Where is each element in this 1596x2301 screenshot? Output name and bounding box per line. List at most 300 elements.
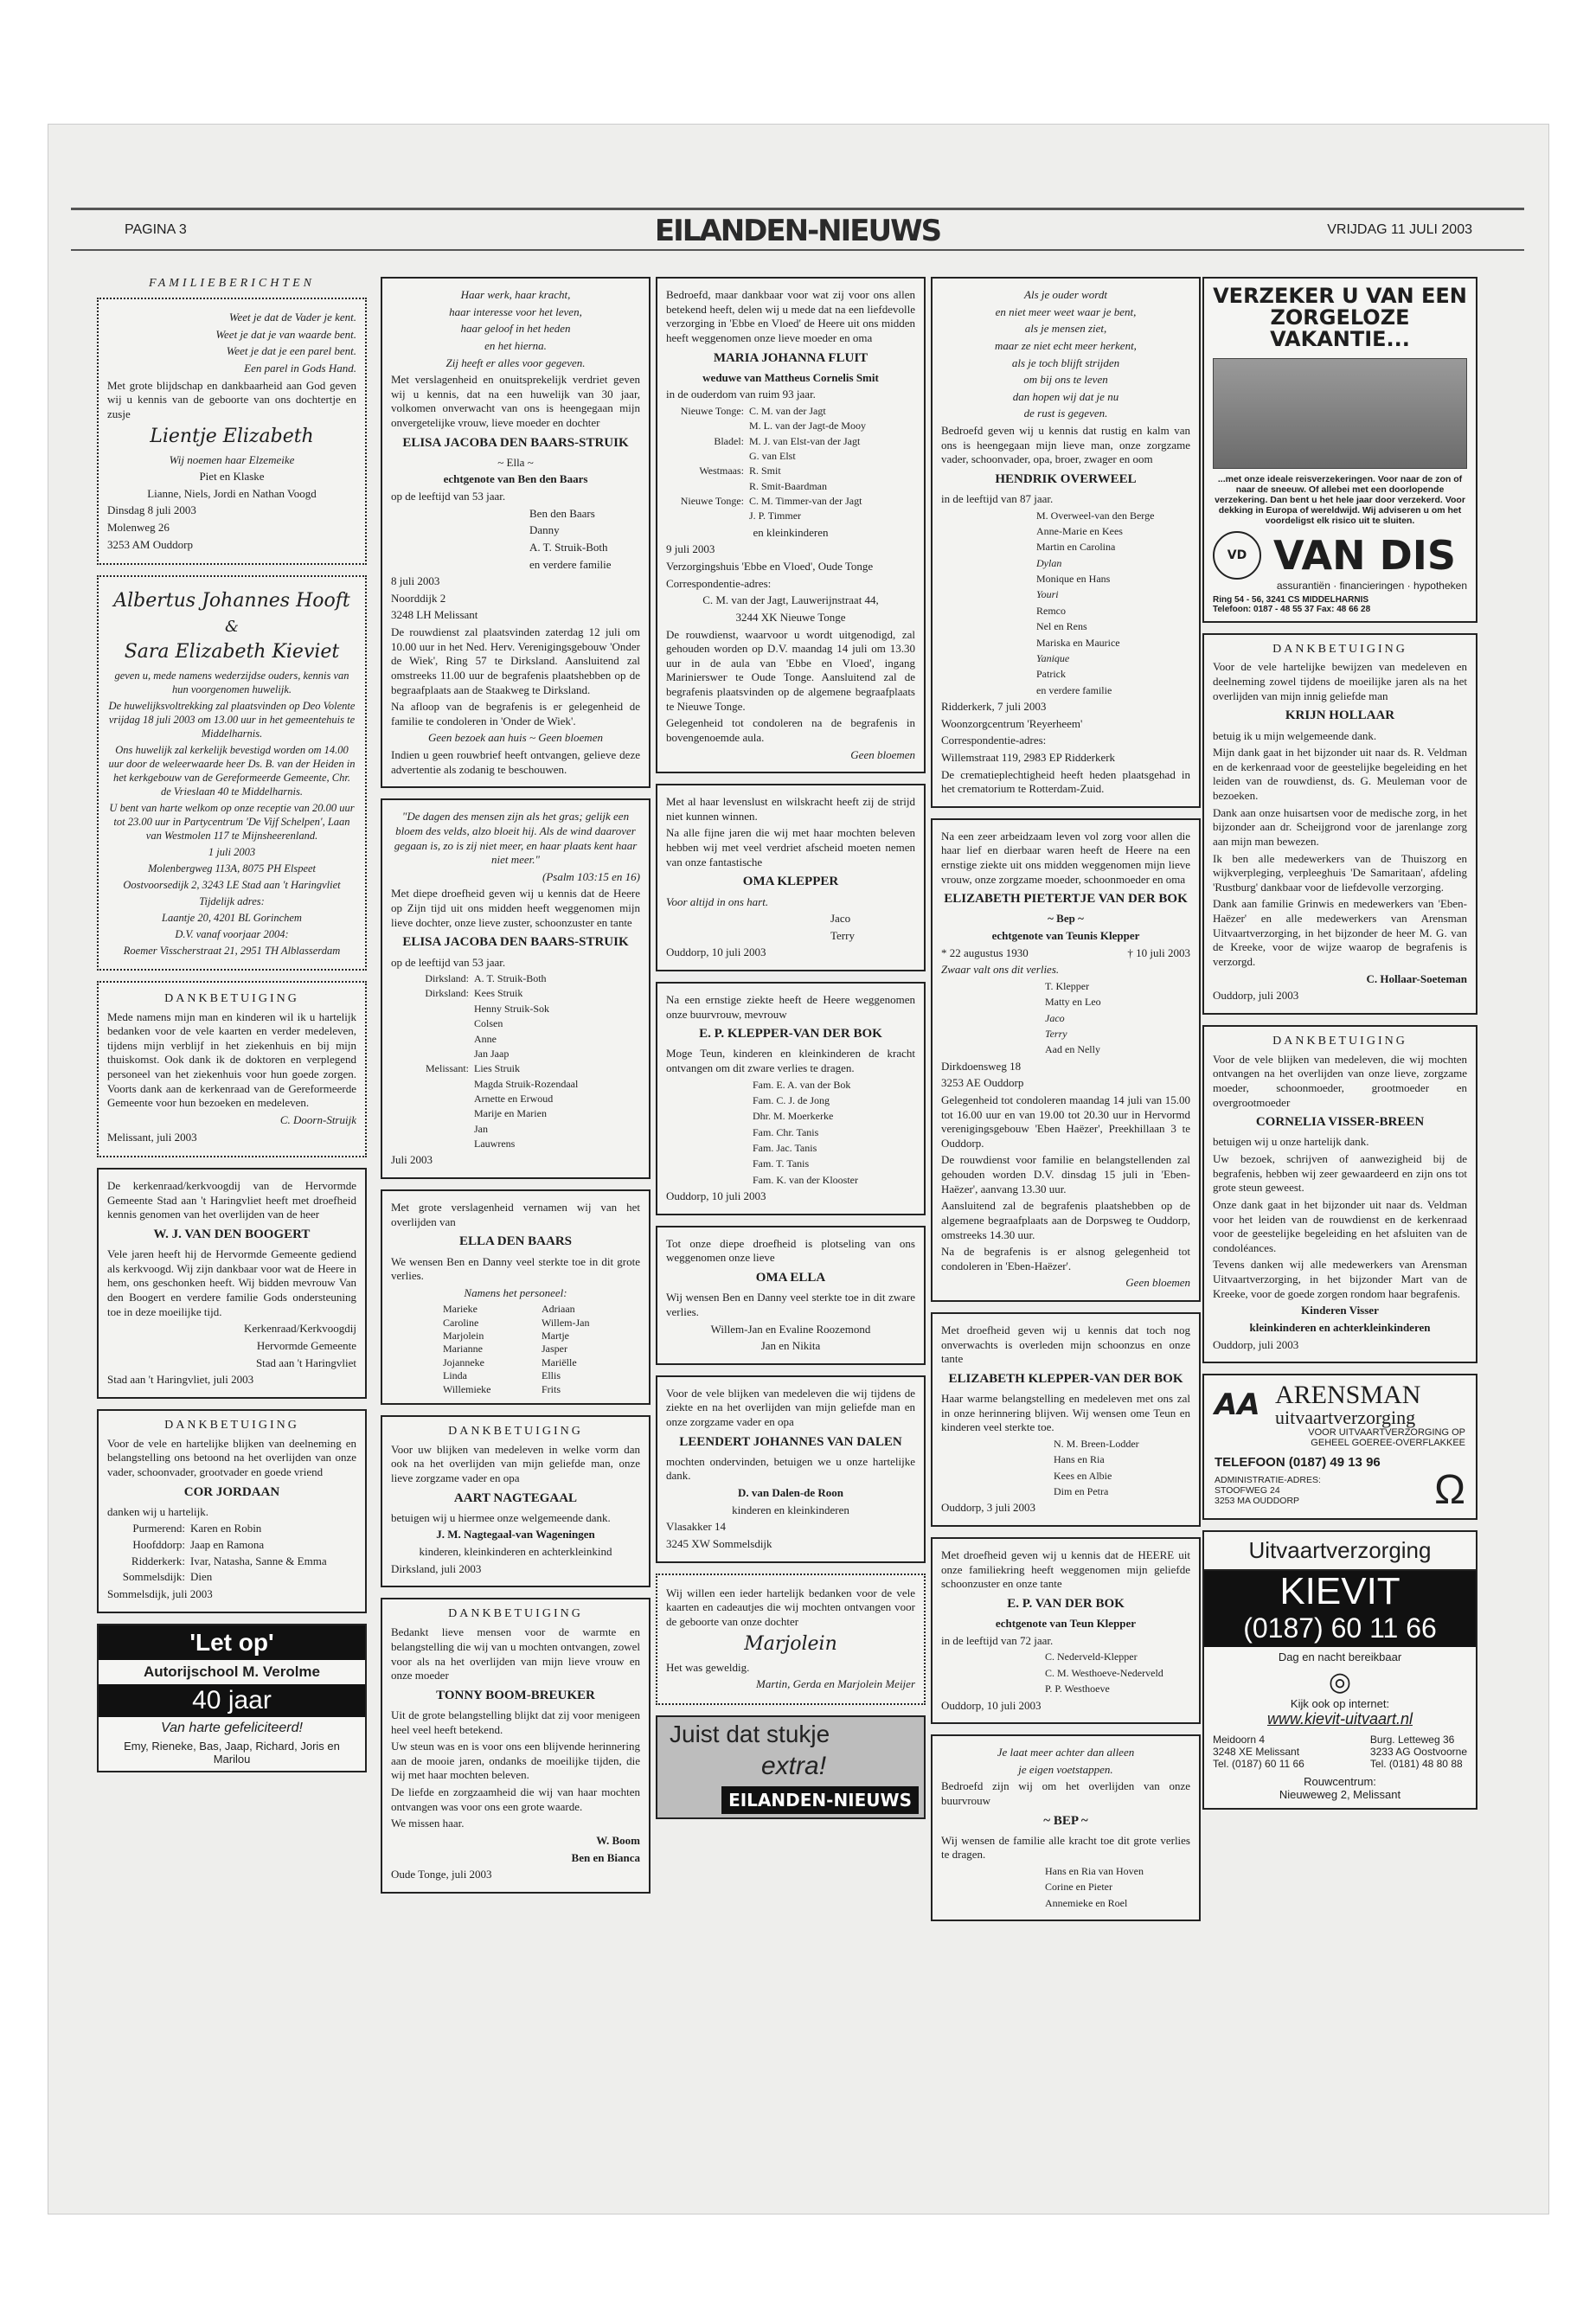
column-5 [1202, 277, 1477, 1820]
ad-logo: EILANDEN-NIEUWS [721, 1786, 919, 1814]
staff-name: Marjolein [443, 1330, 484, 1343]
notice: Geen bezoek aan huis ~ Geen bloemen [428, 731, 603, 745]
family: Dylan [1036, 556, 1062, 569]
place [391, 1123, 474, 1136]
family: Hans en Ria van Hoven [1045, 1865, 1144, 1878]
address: C. M. van der Jagt, Lauwerijnstraat 44, [702, 593, 879, 607]
intro: Na een zeer arbeidzaam leven vol zorg voor allen die haar lief en dierbaar waren heeft de Heere na een ernstige ziekte uit ons midden weggenomen mijn lieve vrouw, onze zorgzame moeder, schoonmoeder en oma [941, 829, 1190, 886]
body: Bedankt lieve mensen voor de warmte en belangstelling die wij van u mochten ontvangen, zowel voor als na het overlijden van mijn lieve vrouw en onze moeder [391, 1625, 640, 1682]
ad-address: 3253 MA OUDDORP [1215, 1496, 1300, 1507]
place [391, 1033, 474, 1046]
deceased-name: W. J. VAN DEN BOOGERT [153, 1227, 311, 1242]
thanks-hollaar [1202, 633, 1477, 1015]
intro: Bedroefd, maar dankbaar voor wat zij voor ons allen betekend heeft, delen wij u mede dat na een liefdevolle verzorging in 'Ebbe en Vloed' de Heere uit ons midden heeft weggenomen onze lieve moeder en oma [666, 288, 915, 344]
poem-line: Als je ouder wordt [1024, 288, 1107, 301]
text: De huwelijksvoltrekking zal plaatsvinden op Deo Volente vrijdag 18 juli 2003 om 13.00 uur in het gemeentehuis te Middelharnis. [108, 699, 356, 740]
family: Patrick [1036, 668, 1066, 681]
signature: Terry [830, 928, 855, 942]
poem-line: Haar werk, haar kracht, [460, 288, 571, 301]
deceased-name: ~ BEP ~ [1043, 1813, 1088, 1828]
family: Corine en Pieter [1045, 1881, 1112, 1894]
body: Na alle fijne jaren die wij met haar mochten beleven hebben wij met veel verdriet afscheid moeten nemen van onze fantastische [666, 826, 915, 868]
signature: Kinderen Visser [1301, 1304, 1379, 1317]
names: J. P. Timmer [749, 510, 802, 522]
body: Het was geweldig. [666, 1660, 750, 1674]
wedding-announcement [97, 575, 367, 970]
place [666, 510, 749, 522]
family: en verdere familie [529, 557, 612, 571]
age: op de leeftijd van 53 jaar. [391, 955, 506, 969]
deceased-name: MARIA JOHANNA FLUIT [713, 350, 869, 365]
text: geven u, mede namens wederzijdse ouders, kennis van hun voorgenomen huwelijk. [114, 669, 349, 695]
age: op de leeftijd van 53 jaar. [391, 490, 506, 503]
spouse: echtgenote van Teun Klepper [995, 1617, 1137, 1631]
ad-address: 3233 AG Oostvoorne [1369, 1745, 1467, 1758]
thanks-van-dalen [656, 1375, 926, 1563]
title: DANKBETUIGING [164, 991, 299, 1005]
call-name: Wij noemen haar Elzemeike [169, 452, 295, 466]
place [391, 1048, 474, 1061]
family: Fam. Chr. Tanis [753, 1125, 819, 1138]
intro: Met verslagenheid en onuitsprekelijk verdriet geven wij u kennis, dat na een huwelijk van 30 jaar, volkomen onverwacht van ons is heengegaan mijn onvergetelijke vrouw, lieve moeder en dochter [391, 373, 640, 429]
text: U bent van harte welkom op onze receptie van 20.00 uur tot 23.00 uur in Partycentrum 'De Vijf Schelpen', Laan van Westmolen 117 te Mijnsheerenland. [109, 801, 355, 842]
body: Na de begrafenis is er alsnog gelegenheid tot condoleren in 'Eben-Haëzer'. [941, 1245, 1190, 1272]
family: M. Overweel-van den Berge [1036, 509, 1155, 522]
place: Purmerend: [132, 1522, 185, 1535]
names: R. Smit [749, 465, 781, 478]
names: M. J. van Elst-van der Jagt [749, 434, 861, 447]
deceased-name: ELISA JACOBA DEN BAARS-STRUIK [402, 935, 629, 950]
names: C. M. van der Jagt [749, 404, 826, 417]
title: DANKBETUIGING [448, 1424, 583, 1438]
notice: Geen bloemen [850, 747, 915, 761]
signature: Martin, Gerda en Marjolein Meijer [755, 1677, 915, 1691]
family: Fam. T. Tanis [753, 1157, 810, 1170]
signature: kinderen, kleinkinderen en achterkleinkind [419, 1545, 612, 1559]
deceased-name: E. P. KLEPPER-VAN DER BOK [699, 1027, 882, 1042]
ad-address: Meidoorn 4 [1213, 1733, 1266, 1746]
address: Dirkdoensweg 18 [941, 1059, 1022, 1073]
notice-oma-ella [656, 1226, 926, 1365]
body: Dank aan familie Grinwis en medewerkers van 'Eben-Haëzer' en alle medewerkers van Arensman Uitvaartverzorging, in het bijzonder de heer M. G. van de Kreeke, voor de wijze waarop de begrafenis is verzorgd. [1213, 897, 1467, 968]
date: 9 juli 2003 [666, 542, 715, 556]
staff-name: Martje [542, 1330, 569, 1343]
address: Molenbergweg 113A, 8075 PH Elspeet [147, 862, 317, 875]
place [666, 450, 749, 463]
body: Mijn dank gaat in het bijzonder uit naar ds. R. Veldman en de kerkenraad voor de geestelijke begeleiding en het leiden van de rouwdienst, ds. G. Meuleman voor de bezoeken. [1213, 746, 1467, 803]
label: Namens het personeel: [464, 1285, 567, 1299]
place [391, 1138, 474, 1150]
signature: Kerkenraad/Kerkvoogdij [244, 1322, 356, 1336]
ad-headline: VERZEKER U VAN EEN ZORGELOZE VAKANTIE... [1213, 284, 1467, 352]
deceased-name: E. P. VAN DER BOK [1007, 1596, 1125, 1611]
deceased-name: CORNELIA VISSER-BREEN [1255, 1115, 1425, 1130]
address: Vlasakker 14 [666, 1520, 726, 1534]
ad-subtitle: Autorijschool M. Verolme [143, 1663, 321, 1680]
staff-name: Jasper [542, 1343, 567, 1356]
ad-address: 3248 XE Melissant [1213, 1745, 1300, 1758]
place [666, 480, 749, 493]
ad-let-op [97, 1624, 367, 1772]
deceased-name: ELISA JACOBA DEN BAARS-STRUIK [402, 435, 629, 450]
names: Anne [474, 1032, 497, 1045]
staff-name: Marieke [443, 1303, 478, 1316]
family: A. T. Struik-Both [529, 540, 608, 554]
age: in de leeftijd van 72 jaar. [941, 1633, 1054, 1647]
names: Lauwrens [474, 1138, 516, 1150]
body: Voor de vele en hartelijke blijken van deelneming en belangstelling ons betoond na het overlijden van onze vader, schoonvader, grootvader en goede vriend [107, 1436, 356, 1478]
body: Gelegenheid tot condoleren maandag 14 juli van 15.00 tot 16.00 uur en van 19.00 tot 20.30 uur in Hervormd verenigingsgebouw 'Eben Haëzer', Preekhillaan 3 te Ouddorp. [941, 1093, 1190, 1150]
deceased-name: KRIJN HOLLAAR [1285, 708, 1395, 723]
body: De crematieplechtigheid heeft heden plaatsgehad in het crematorium te Rotterdam-Zuid. [941, 767, 1190, 796]
poem-line: als je mensen ziet, [1024, 322, 1107, 336]
address: 3248 LH Melissant [391, 608, 478, 622]
place [391, 1093, 474, 1106]
notice-boogert [97, 1168, 367, 1399]
family: Martin en Carolina [1036, 541, 1116, 554]
ad-address: Burg. Letteweg 36 [1369, 1733, 1455, 1746]
names: Ivar, Natasha, Sanne & Emma [190, 1554, 327, 1567]
poem [107, 311, 356, 376]
intro: Met droefheid geven wij u kennis dat toch nog onverwachts is overleden mijn schoonzus en onze tante [941, 1324, 1190, 1366]
thanks: betuigen wij u hiermee onze welgemeende dank. [391, 1510, 611, 1524]
poem-line: Weet je dat je een parel bent. [226, 344, 356, 358]
family: Fam. Jac. Tanis [753, 1142, 817, 1155]
family: Kees en Albie [1054, 1469, 1112, 1482]
ad-text: Kijk ook op internet: [1290, 1696, 1390, 1710]
death-date: † 10 juli 2003 [1127, 945, 1190, 959]
family: Monique en Hans [1036, 573, 1111, 586]
family: Yanique [1036, 651, 1070, 664]
issue-date: VRIJDAG 11 JULI 2003 [1327, 222, 1472, 237]
date: Juli 2003 [391, 1153, 433, 1167]
family: Matty en Leo [1045, 996, 1101, 1009]
body: We missen haar. [391, 1817, 465, 1830]
place [391, 1107, 474, 1120]
signature: Jaco [830, 912, 851, 926]
body: Mede namens mijn man en kinderen wil ik u hartelijk bedanken voor de vele kaarten en verder medeleven, tijdens mijn verblijf in het ziekenhuis en bij mijn thuiskomst. Ook dank ik de doktoren en verplegend personeel van het ziekenhuis voor hun goede zorgen. Voorts dank aan de kerkenraad van de Gereformeerde Gemeente voor hun bezoeken en medeleven. [107, 1009, 356, 1110]
quote: "De dagen des mensen zijn als het gras; gelijk een bloem des velds, alzo bloeit hij. Als de wind daarover gegaan is, zo is zij niet meer, en haar plaats kent haar niet meer." [394, 810, 638, 867]
intro: Voor de vele blijken van medeleven die wij tijdens de ziekte en na het overlijden van mijn geliefde man en onze zorgzame vader en opa [666, 1386, 915, 1429]
staff-name: Willem-Jan [542, 1316, 590, 1329]
place [391, 1078, 474, 1091]
place: Dirksland: [425, 987, 469, 1000]
place: Westmaas: [699, 465, 744, 478]
body: Ik ben alle medewerkers van de Thuiszorg en wijkverpleging, verpleeghuis 'De Samaritaan', afdeling 'Rustburg' dankbaar voor de liefdevolle verzorging. [1213, 851, 1467, 894]
ad-juist-dat-stukje [656, 1715, 926, 1819]
place: Bladel: [714, 434, 744, 447]
body: Voor de vele hartelijke bewijzen van medeleven en deelneming zowel tijdens de moeilijke jaren als na het overlijden van mijn innig geliefde man [1213, 660, 1467, 702]
intro: Met grote verslagenheid vernamen wij van het overlijden van [391, 1201, 640, 1228]
motto: Zwaar valt ons dit verlies. [941, 963, 1060, 977]
names: Dien [190, 1570, 213, 1584]
place [391, 1003, 474, 1016]
kievit-emblem-icon: ◎ [1328, 1667, 1352, 1696]
names: Jan [474, 1122, 488, 1135]
groom-name: Albertus Johannes Hooft [113, 590, 350, 612]
names: C. M. Timmer-van der Jagt [749, 495, 862, 508]
family: C. Nederveld-Klepper [1045, 1650, 1138, 1663]
signature: Ben en Bianca [571, 1850, 640, 1864]
deceased-name: ELIZABETH KLEPPER-VAN DER BOK [948, 1371, 1183, 1386]
family: Dhr. M. Moerkerke [753, 1110, 834, 1123]
names: M. L. van der Jagt-de Mooy [749, 420, 866, 433]
body: Gelegenheid tot condoleren na de begrafenis in bovengenoemde aula. [666, 716, 915, 744]
ad-label: ADMINISTRATIE-ADRES: [1215, 1475, 1321, 1486]
family: Fam. E. A. van der Bok [753, 1078, 851, 1091]
address: 3244 XK Nieuwe Tonge [735, 610, 846, 624]
ad-years: 40 jaar [99, 1684, 365, 1717]
notice-bep [931, 1734, 1201, 1921]
deceased-name: ELIZABETH PIETERTJE VAN DER BOK [944, 892, 1188, 907]
place: Hoofddorp: [132, 1538, 185, 1552]
poem [391, 288, 640, 370]
body: mochten ondervinden, betuigen we u onze hartelijke dank. [666, 1454, 915, 1483]
staff-name: Adriaan [542, 1303, 575, 1316]
column-3 [656, 277, 926, 1830]
location: Woonzorgcentrum 'Reyerheem' [941, 716, 1083, 730]
obituary-baars-2 [381, 798, 651, 1179]
call-name: ~ Bep ~ [1048, 912, 1084, 926]
ad-label: Rouwcentrum: [1304, 1774, 1376, 1788]
signature: J. M. Nagtegaal-van Wageningen [436, 1528, 595, 1541]
family: Hans en Ria [1054, 1453, 1105, 1466]
column-2 [381, 277, 651, 1904]
place-date: Ouddorp, 3 juli 2003 [941, 1501, 1036, 1515]
am-logo-icon: AA [1215, 1388, 1260, 1423]
address: Roemer Visscherstraat 21, 2951 TH Alblasserdam [123, 944, 341, 957]
notice-klepper-van-der-bok [656, 982, 926, 1215]
family: N. M. Breen-Lodder [1054, 1438, 1139, 1451]
intro: Met al haar levenslust en wilskracht heeft zij de strijd niet kunnen winnen. [666, 795, 915, 823]
luggage-photo [1213, 358, 1467, 469]
ad-heading: 'Let op' [99, 1625, 365, 1660]
names: Arnette en Erwoud [474, 1093, 554, 1105]
deceased-name: OMA ELLA [755, 1271, 826, 1285]
address: Molenweg 26 [107, 521, 170, 535]
body: Haar warme belangstelling en medeleven met ons zal in onze herinnering blijven. Wij wensen ome Teun en kinderen veel sterkte toe. [941, 1392, 1190, 1434]
body: Dank aan onze huisartsen voor de medische zorg, in het bijzonder aan dr. Scheijgrond voor de jarenlange zorg aan mijn man bewezen. [1213, 805, 1467, 848]
address: 3245 XW Sommelsdijk [666, 1536, 772, 1550]
notice-baars-3 [381, 1189, 651, 1405]
spouse: echtgenote van Ben den Baars [443, 472, 588, 486]
body: Vele jaren heeft hij de Hervormde Gemeente gediend als kerkvoogd. Wij zijn dankbaar voor wat de Heere in hem, ons geschonken heeft. Wij bidden mevrouw Van den Boogert en verdere familie Gods ondersteuning toe in deze moeilijke tijd. [107, 1247, 356, 1318]
address: 3253 AE Ouddorp [941, 1076, 1024, 1090]
ad-van-dis [1202, 277, 1477, 623]
date: 8 juli 2003 [391, 574, 440, 588]
family: Youri [1036, 588, 1059, 601]
family: Dim en Petra [1054, 1485, 1109, 1498]
names: Magda Struik-Rozendaal [474, 1077, 579, 1090]
family: Annemieke en Roel [1045, 1896, 1128, 1909]
ad-phone: (0187) 60 11 66 [1204, 1613, 1476, 1647]
family: C. M. Westhoeve-Nederveld [1045, 1666, 1163, 1679]
website-link[interactable]: www.kievit-uitvaart.nl [1266, 1709, 1413, 1727]
ad-logo: KIEVIT [1204, 1571, 1476, 1612]
staff-name: Frits [542, 1382, 561, 1395]
address: Laantje 20, 4201 BL Gorinchem [162, 911, 302, 924]
ad-headline: extra! [761, 1751, 827, 1780]
family: Jaco [1045, 1011, 1065, 1024]
deceased-name: ELLA DEN BAARS [458, 1234, 573, 1249]
names: Jaap en Ramona [190, 1538, 265, 1552]
names: Henny Struik-Sok [474, 1002, 549, 1015]
ad-kievit [1202, 1530, 1477, 1810]
body: Na afloop van de begrafenis is er gelegenheid de familie te condoleren in 'Onder de Wiek'. [391, 700, 640, 727]
intro: Bedroefd geven wij u kennis dat rustig en kalm van ons is heengegaan mijn lieve man, onze zorgzame vader, schoonvader, opa, broer, zwager en oom [941, 424, 1190, 466]
child-name: Marjolein [744, 1633, 837, 1656]
place-date: Ouddorp, juli 2003 [1213, 989, 1299, 1003]
intro: Bedroefd zijn wij om het overlijden van onze buurvrouw [941, 1779, 1190, 1807]
poem-line: je eigen voetstappen. [1018, 1762, 1113, 1776]
vd-logo-icon: VD [1213, 531, 1261, 580]
notice-oma-klepper [656, 784, 926, 971]
body: De rouwdienst, waarvoor u wordt uitgenodigd, zal gehouden worden op D.V. maandag 14 juli om 13.30 uur in de aula van 'Ebbe en Vloed', ingang Marinierswег te Oude Tonge. Aansluitend zal de begrafenis plaatsvinden op de algemene begraafplaats te Nieuwe Tonge. [666, 627, 915, 713]
intro: De kerkenraad/kerkvoogdij van de Hervormde Gemeente Stad aan 't Haringvliet heeft met droefheid kennis genomen van het overlijden van de heer [107, 1179, 356, 1221]
poem-line: de rust is gegeven. [1023, 407, 1108, 420]
label: Correspondentie-adres: [941, 734, 1047, 747]
ad-text: ...met onze ideale reisverzekeringen. Voor naar de zon of naar de sneeuw. Of allebei met een doorlopende verzekering. Dan bent u het hele jaar door verzekerd. Voor dekking in Europa of wereldwijd. Wij adviseren u om het voordeligst elk risico uit te sluiten. [1215, 473, 1465, 526]
family: T. Klepper [1045, 979, 1090, 992]
names: Jan Jaap [474, 1047, 510, 1060]
poem [941, 1746, 1190, 1777]
intro: Met grote blijdschap en dankbaarheid aan God geven wij u kennis van de geboorte van ons dochtertje en zusje [107, 378, 356, 420]
names: Colsen [474, 1017, 503, 1030]
signature: D. van Dalen-de Roon [737, 1486, 844, 1500]
thanks-nagtegaal [381, 1415, 651, 1587]
signature: Willem-Jan en Evaline Roozemond [710, 1322, 871, 1336]
ad-text: Dag en nacht bereikbaar [1278, 1650, 1402, 1663]
body: We wensen Ben en Danny veel sterkte toe in dit grote verlies. [391, 1254, 640, 1283]
poem-line: Je laat meer achter dan alleen [997, 1746, 1135, 1759]
names: R. Smit-Baardman [749, 479, 827, 492]
family: Fam. K. van der Klooster [753, 1173, 858, 1186]
address: Noorddijk 2 [391, 591, 446, 605]
ad-congrats: Van harte gefeliciteerd! [161, 1720, 303, 1735]
family: Remco [1036, 604, 1066, 617]
body: Tevens danken wij alle medewerkers van Arensman Uitvaartverzorging, in het bijzonder Mart van de Kreeke, voor de goede zorgen rondom haar begrafenis. [1213, 1258, 1467, 1300]
family: Fam. C. J. de Jong [753, 1094, 830, 1107]
poem-line: om bij ons te leven [1023, 373, 1108, 387]
place-date: Sommelsdijk, juli 2003 [107, 1586, 213, 1600]
date: 1 juli 2003 [208, 845, 256, 858]
label: D.V. vanaf voorjaar 2004: [175, 927, 289, 940]
staff-name: Jojanneke [443, 1356, 484, 1368]
names: Karen en Robin [190, 1522, 262, 1535]
place: Nieuwe Tonge: [680, 495, 744, 508]
thanks-jordaan [97, 1409, 367, 1613]
address: Willemstraat 119, 2983 EP Ridderkerk [941, 750, 1116, 764]
ad-address: Nieuweweg 2, Melissant [1279, 1787, 1401, 1801]
column-4 [931, 277, 1201, 1932]
body: Uit de grote belangstelling blijkt dat zij voor menigeen heel veel heeft betekend. [391, 1708, 640, 1736]
place: Ridderkerk: [131, 1554, 185, 1567]
body: De rouwdienst zal plaatsvinden zaterdag 12 juli om 10.00 uur in het Ned. Herv. Verenigingsgebouw 'Onder de Wiek', Ring 57 te Dirksland. Aansluitend zal omstreeks 11.00 uur de begrafenis plaatshebben op de begraafplaats aan de Staakweg te Dirksland. [391, 625, 640, 696]
spouse: echtgenote van Teunis Klepper [991, 929, 1140, 943]
ad-names: Emy, Rieneke, Bas, Jaap, Richard, Joris en Marilou [124, 1739, 340, 1766]
family: Anne-Marie en Kees [1036, 525, 1123, 538]
thanks-marjolein [656, 1574, 926, 1705]
names: Kees Struik [474, 987, 523, 1000]
obituary-overweel [931, 277, 1201, 808]
ad-phone: Telefoon: 0187 - 48 55 37 Fax: 48 66 28 [1213, 604, 1371, 614]
poem [941, 288, 1190, 421]
body: Moge Teun, kinderen en kleinkinderen de kracht ontvangen om dit zware verlies te dragen. [666, 1047, 915, 1075]
poem-line: Weet je dat de Vader je kent. [228, 311, 356, 324]
birth-date: * 22 augustus 1930 [941, 945, 1029, 959]
parents: Piet en Klaske [199, 470, 265, 484]
thanks-boom-breuker [381, 1598, 651, 1893]
ad-logo: VAN DIS [1273, 531, 1457, 579]
names: Marije en Marien [474, 1107, 547, 1120]
place: Sommelsdijk: [122, 1570, 185, 1584]
names: A. T. Struik-Both [474, 972, 547, 985]
poem-line: en het hierna. [484, 338, 547, 352]
page-header [71, 208, 1524, 251]
call-name: ~ Ella ~ [497, 455, 534, 469]
staff-name: Mariëlle [542, 1356, 577, 1368]
title: DANKBETUIGING [448, 1607, 583, 1621]
title: DANKBETUIGING [1272, 642, 1407, 656]
intro: Met diepe droefheid geven wij u kennis dat de Heere op Zijn tijd uit ons midden heeft weggenomen mijn lieve dochter, onze lieve zuster, schoonzuster en tante [391, 887, 640, 929]
signature: kinderen en kleinkinderen [732, 1503, 849, 1516]
obituary-fluit [656, 277, 926, 773]
signature: Stad aan 't Haringvliet [255, 1356, 356, 1369]
thanks: danken wij u hartelijk. [107, 1504, 208, 1518]
ad-phone: TELEFOON (0187) 49 13 96 [1215, 1455, 1381, 1471]
ad-address: STOOFWEG 24 [1215, 1485, 1280, 1497]
spouse: weduwe van Mattheus Cornelis Smit [702, 370, 879, 384]
ad-address: Ring 54 - 56, 3241 CS MIDDELHARNIS [1213, 594, 1369, 605]
obituary-baars-1 [381, 277, 651, 788]
age: in de leeftijd van 87 jaar. [941, 492, 1054, 506]
label: Tijdelijk adres: [199, 894, 265, 907]
page-number: PAGINA 3 [125, 222, 187, 237]
family: Ben den Baars [529, 506, 595, 520]
place-date: Ouddorp, 10 juli 2003 [666, 1189, 766, 1203]
ad-headline: Uitvaartverzorging [1204, 1532, 1476, 1571]
poem-line: maar ze niet echt meer herkent, [995, 338, 1137, 352]
deceased-name: TONNY BOOM-BREUKER [436, 1688, 595, 1702]
body: Aansluitend zal de begrafenis plaatshebben op de algemene begraafplaats aan de Dorpsweg te Ouddorp, omstreeks 14.30 uur. [941, 1199, 1190, 1241]
thanks: betuigen wij u onze hartelijk dank. [1213, 1135, 1369, 1149]
signature: Jan en Nikita [760, 1339, 821, 1353]
body: Voor uw blijken van medeleven in welke vorm dan ook na het overlijden van mijn geliefde man, onze lieve zorgzame vader en opa [391, 1442, 640, 1485]
omega-icon: Ω [1434, 1467, 1465, 1514]
place: Nieuwe Tonge: [680, 404, 744, 417]
family: P. P. Westhoeve [1045, 1682, 1110, 1695]
family: Danny [529, 523, 560, 537]
family: Aad en Nelly [1045, 1043, 1100, 1056]
place-date: Ouddorp, 10 juli 2003 [941, 1698, 1042, 1712]
body: Voor de vele blijken van medeleven, die wij mochten ontvangen na het overlijden van onze lieve, zorgzame moeder, schoonmoeder, grootmoeder en overgrootmoeder [1213, 1052, 1467, 1109]
place-date: Ouddorp, 10 juli 2003 [666, 945, 766, 959]
intro: Tot onze diepe droefheid is plotseling van ons weggenomen onze lieve [666, 1236, 915, 1265]
signature: C. Doorn-Struijk [279, 1112, 356, 1126]
signature: Hervormde Gemeente [256, 1338, 356, 1352]
staff-name: Linda [443, 1369, 467, 1382]
place-date: Melissant, juli 2003 [107, 1130, 197, 1144]
body: Wij wensen Ben en Danny veel sterkte toe in dit zware verlies. [666, 1291, 915, 1318]
poem-line: Zij heeft er alles voor gegeven. [445, 356, 586, 369]
notice-ep-van-der-bok [931, 1537, 1201, 1724]
ad-headline: Juist dat stukje [670, 1720, 830, 1747]
poem-line: dan hopen wij dat je nu [1012, 389, 1119, 403]
staff-name: Caroline [443, 1316, 479, 1329]
family: Mariska en Maurice [1036, 636, 1120, 649]
age: in de ouderdom van ruim 93 jaar. [666, 388, 816, 401]
place [666, 420, 749, 433]
